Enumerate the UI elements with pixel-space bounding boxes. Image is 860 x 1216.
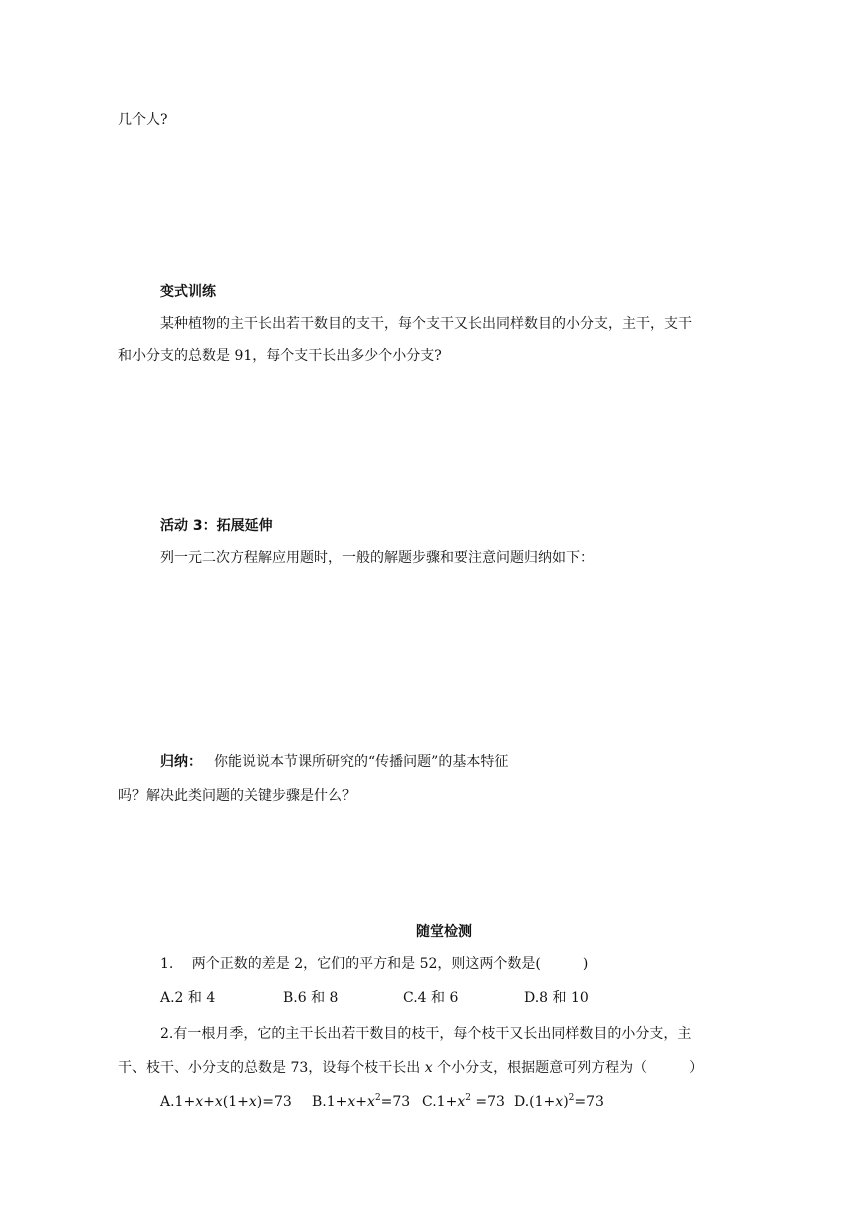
q2-option-b: $B.1+x+x^2=73$ [312, 1093, 411, 1110]
q1-option-d: D.8 和 10 [524, 990, 589, 1006]
summary-line-1 [160, 752, 508, 772]
continued-question-text: 几个人? [118, 112, 168, 128]
q2-line2-part-a: 干、枝干、小分支的总数是 73，设每个枝干长出 [118, 1060, 425, 1076]
quiz-question-2-line-1: 2.有一根月季，它的主干长出若干数目的枝干，每个枝干又长出同样数目的小分支，主 [160, 1026, 692, 1042]
activity-3-heading: 活动 3：拓展延伸 [160, 518, 273, 534]
quiz-question-2-line-2 [118, 1058, 703, 1078]
q2-option-c: $C.1+x^2 =73$ [422, 1093, 505, 1110]
summary-text-1: 你能说说本节课所研究的“传播问题”的基本特征 [214, 754, 509, 770]
q2-line2-part-b: 个小分支，根据题意可列方程为（ ） [432, 1060, 704, 1076]
q1-option-a: A.2 和 4 [160, 990, 216, 1006]
q2-option-a: A.1+x+x(1+x)=73 [160, 1094, 292, 1110]
quiz-question-1: 1. 两个正数的差是 2，它们的平方和是 52，则这两个数是( ) [160, 956, 589, 972]
variant-question-line-2: 和小分支的总数是 91，每个支干长出多少个小分支? [118, 348, 442, 364]
q1-option-c: C.4 和 6 [403, 990, 459, 1006]
variant-question-line-1: 某种植物的主干长出若干数目的支干，每个支干又长出同样数目的小分支，主干，支干 [160, 316, 692, 332]
summary-label: 归纳： [160, 754, 202, 770]
summary-line-2: 吗？解决此类问题的关键步骤是什么？ [118, 788, 356, 804]
q2-option-d: $D.(1+x)^2=73$ [514, 1093, 604, 1110]
q1-option-b: B.6 和 8 [283, 990, 339, 1006]
activity-3-text: 列一元二次方程解应用题时，一般的解题步骤和要注意问题归纳如下： [160, 550, 594, 566]
quiz-title: 随堂检测 [416, 924, 472, 940]
q2-variable: x [424, 1060, 433, 1076]
variant-training-heading: 变式训练 [160, 284, 216, 300]
